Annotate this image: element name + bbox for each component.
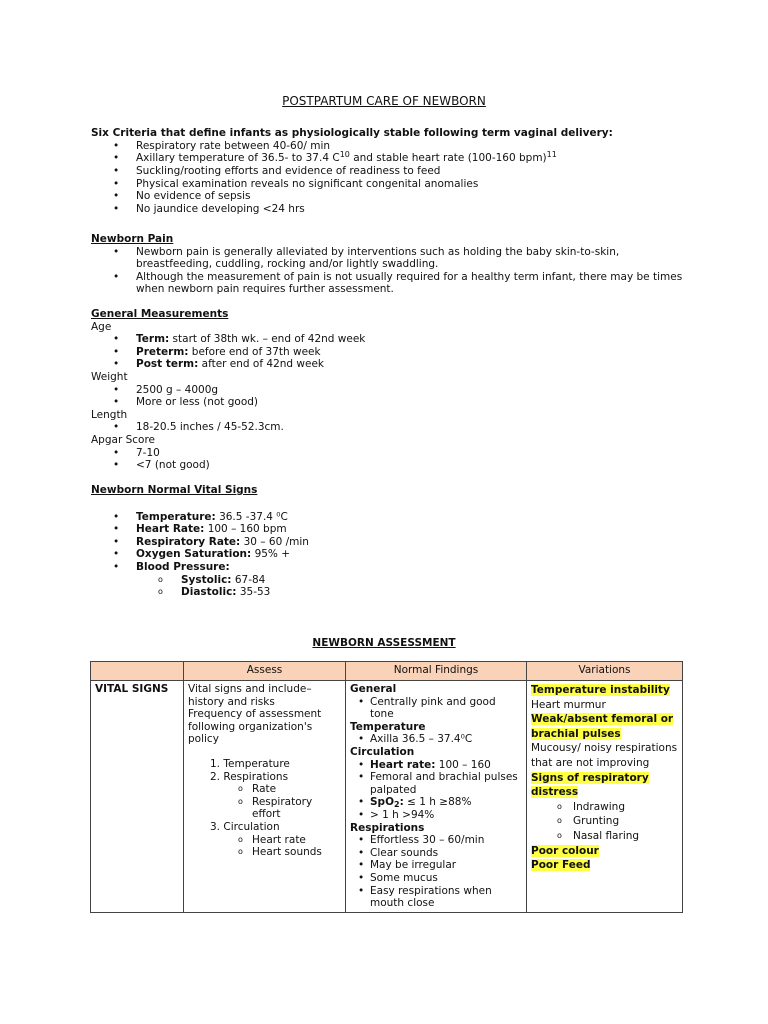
criteria-list xyxy=(91,140,691,216)
list-item xyxy=(91,586,691,599)
assessment-table xyxy=(90,661,683,913)
variation-heart-murmur: Heart murmur xyxy=(531,698,606,711)
list-item: • Centrally pink and good tone xyxy=(350,696,522,721)
row-label-cell xyxy=(91,681,184,913)
list-item: o Nasal flaring xyxy=(531,829,678,844)
list-item xyxy=(91,346,691,359)
list-item xyxy=(91,333,691,346)
term-value: start of 38th wk. – end of 42nd week xyxy=(169,333,366,346)
apgar-list xyxy=(91,447,691,472)
list-item: • Some mucus xyxy=(350,872,522,885)
systolic-value: 67-84 xyxy=(231,573,266,586)
item-number: 3. xyxy=(210,820,221,833)
oxygen-saturation-label: Oxygen Saturation: xyxy=(136,548,252,561)
systolic-label: Systolic: xyxy=(181,573,232,586)
heart-rate-value: 100 – 160 bpm xyxy=(204,523,287,536)
header-cell xyxy=(91,662,184,681)
respirations-heading: Respirations xyxy=(350,821,425,834)
item-text: Temperature xyxy=(223,757,290,770)
general-list xyxy=(350,696,522,721)
diastolic-label: Diastolic: xyxy=(181,586,237,599)
post-term-label: Post term: xyxy=(136,358,199,371)
list-item: • Physical examination reveals no significant congenital anomalies xyxy=(91,178,691,191)
list-item xyxy=(91,511,691,524)
list-item: o Indrawing xyxy=(531,800,678,815)
list-item: • Axilla 36.5 – 37.4⁰C xyxy=(350,733,522,746)
list-item: o Heart rate xyxy=(188,834,341,847)
variation-temperature-instability: Temperature instability xyxy=(531,684,670,696)
variation-weak-pulses: Weak/absent femoral or brachial pulses xyxy=(531,713,674,740)
list-item xyxy=(350,796,522,809)
heart-rate-value: 100 – 160 xyxy=(435,758,491,771)
apgar-label: Apgar Score xyxy=(91,433,156,446)
list-item: • <7 (not good) xyxy=(91,459,691,472)
vitals-list xyxy=(91,511,691,574)
page-title: POSTPARTUM CARE OF NEWBORN xyxy=(282,94,486,108)
respiratory-rate-value: 30 – 60 /min xyxy=(240,535,309,548)
vitals-section xyxy=(91,484,691,599)
list-item: • Although the measurement of pain is not usually required for a healthy term infant, there may be times when newborn pain requires further assessment. xyxy=(91,271,691,296)
preterm-label: Preterm: xyxy=(136,345,189,358)
heart-rate-label: Heart Rate: xyxy=(136,523,205,536)
row-label: VITAL SIGNS xyxy=(95,683,169,695)
variation-poor-colour: Poor colour xyxy=(531,844,599,857)
pain-section xyxy=(91,233,691,296)
assess-intro: Vital signs and include– history and risks xyxy=(188,683,312,708)
criteria-heading: Six Criteria that define infants as physiologically stable following term vaginal delivery: xyxy=(91,127,613,139)
assess-item-temperature xyxy=(188,758,341,771)
criteria-section xyxy=(91,127,691,216)
post-term-value: after end of 42nd week xyxy=(198,358,324,371)
list-item xyxy=(350,759,522,772)
blood-pressure-list xyxy=(91,574,691,599)
pain-heading: Newborn Pain xyxy=(91,233,174,245)
list-item: o Rate xyxy=(188,783,341,796)
list-item: • Suckling/rooting efforts and evidence of readiness to feed xyxy=(91,165,691,178)
term-label: Term: xyxy=(136,333,170,346)
respirations-list xyxy=(350,834,522,910)
footnote-10: 10 xyxy=(339,150,350,160)
variation-poor-feed: Poor Feed xyxy=(531,859,591,872)
respiratory-rate-label: Respiratory Rate: xyxy=(136,535,241,548)
list-item: • 18-20.5 inches / 45-52.3cm. xyxy=(91,421,691,434)
item-text: Respirations xyxy=(223,770,289,783)
measurements-section xyxy=(91,308,691,472)
temperature-value: 36.5 -37.4 ⁰C xyxy=(215,510,288,523)
temperature-label: Temperature: xyxy=(136,510,216,523)
list-item xyxy=(91,574,691,587)
table-header-row xyxy=(91,662,683,681)
length-label: Length xyxy=(91,408,128,421)
list-item: o Grunting xyxy=(531,814,678,829)
list-item: • Effortless 30 – 60/min xyxy=(350,834,522,847)
variation-mucousy: Mucousy/ noisy respirations that are not improving xyxy=(531,742,678,769)
circulation-heading: Circulation xyxy=(350,745,415,758)
temperature-heading: Temperature xyxy=(350,720,426,733)
assess-frequency: Frequency of assessment following organization's policy xyxy=(188,708,322,746)
axillary-text: Axillary temperature of 36.5- to 37.4 C xyxy=(136,152,340,165)
diastolic-value: 35-53 xyxy=(236,586,271,599)
item-number: 2. xyxy=(210,770,221,783)
list-item xyxy=(91,358,691,371)
list-item: • Respiratory rate between 40-60/ min xyxy=(91,140,691,153)
item-text: Circulation xyxy=(223,820,280,833)
list-item: o Respiratory effort xyxy=(188,796,341,821)
pain-list xyxy=(91,246,691,296)
heart-rate-text: and stable heart rate (100-160 bpm) xyxy=(349,152,547,165)
list-item: • No evidence of sepsis xyxy=(91,190,691,203)
weight-list xyxy=(91,384,691,409)
list-item xyxy=(91,561,691,574)
age-label: Age xyxy=(91,320,112,333)
footnote-11: 11 xyxy=(546,150,557,160)
list-item: o Heart sounds xyxy=(188,846,341,859)
age-list xyxy=(91,333,691,371)
circulation-list xyxy=(350,759,522,822)
general-heading: General xyxy=(350,683,397,695)
list-item: • > 1 h >94% xyxy=(350,809,522,822)
preterm-value: before end of 37th week xyxy=(188,345,321,358)
assess-item-circulation xyxy=(188,821,341,834)
list-item: • Easy respirations when mouth close xyxy=(350,885,522,910)
variation-respiratory-distress: Signs of respiratory distress xyxy=(531,771,649,799)
normal-findings-cell xyxy=(346,681,527,913)
variations-cell xyxy=(527,681,683,913)
circulation-sub-list xyxy=(188,834,341,859)
list-item: • Femoral and brachial pulses palpated xyxy=(350,771,522,796)
list-item: • Clear sounds xyxy=(350,847,522,860)
list-item-axillary xyxy=(91,152,691,165)
measurements-heading: General Measurements xyxy=(91,308,229,320)
header-variations: Variations xyxy=(527,662,683,681)
length-list xyxy=(91,421,691,434)
blood-pressure-label: Blood Pressure: xyxy=(136,560,230,573)
respiratory-distress-list xyxy=(531,800,678,844)
list-item xyxy=(91,548,691,561)
list-item: • More or less (not good) xyxy=(91,396,691,409)
list-item: • Newborn pain is generally alleviated by interventions such as holding the baby skin-to-skin, breastfeeding, cuddling, rocking and/or lightly swaddling. xyxy=(91,246,691,271)
item-number: 1. xyxy=(210,757,221,770)
assessment-title: NEWBORN ASSESSMENT xyxy=(312,637,456,649)
header-assess: Assess xyxy=(184,662,346,681)
respiration-sub-list xyxy=(188,783,341,821)
list-item xyxy=(91,536,691,549)
assess-item-respirations xyxy=(188,771,341,784)
spo2-value: ≤ 1 h ≥88% xyxy=(403,796,472,809)
list-item: • 7-10 xyxy=(91,447,691,460)
temperature-list xyxy=(350,733,522,746)
weight-label: Weight xyxy=(91,370,128,383)
header-normal-findings: Normal Findings xyxy=(346,662,527,681)
list-item: • 2500 g – 4000g xyxy=(91,384,691,397)
heart-rate-label: Heart rate: xyxy=(370,758,436,771)
vitals-heading: Newborn Normal Vital Signs xyxy=(91,484,258,496)
list-item: • No jaundice developing <24 hrs xyxy=(91,203,691,216)
list-item xyxy=(91,523,691,536)
table-row xyxy=(91,681,683,913)
spo2-colon: : xyxy=(399,796,404,809)
spo2-subscript: 2 xyxy=(394,800,400,810)
list-item: • May be irregular xyxy=(350,859,522,872)
spo2-label: SpO xyxy=(370,796,395,809)
assess-cell xyxy=(184,681,346,913)
oxygen-saturation-value: 95% + xyxy=(251,548,291,561)
